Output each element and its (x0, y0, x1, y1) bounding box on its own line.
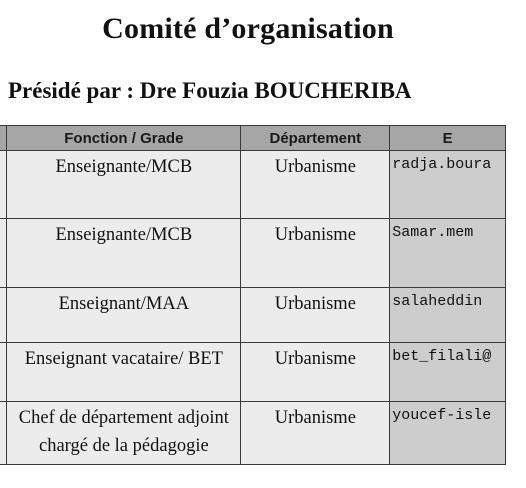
table-row (0, 151, 506, 219)
row-cell-blank (0, 343, 7, 402)
departement-cell: Urbanisme (241, 219, 390, 288)
departement-cell: Urbanisme (241, 288, 390, 343)
president-line: Présidé par : Dre Fouzia BOUCHERIBA (8, 78, 412, 103)
table-header-row (0, 126, 506, 151)
email-cell: salaheddin (390, 288, 506, 343)
fonction-cell: Enseignant/MAA (7, 288, 241, 343)
row-cell-blank (0, 288, 7, 343)
row-cell-blank (0, 151, 7, 219)
header-col-0 (0, 126, 7, 151)
departement-cell: Urbanisme (241, 402, 390, 465)
header-email: E (390, 126, 506, 151)
table-row (0, 343, 506, 402)
fonction-cell: Enseignante/MCB (7, 219, 241, 288)
fonction-cell: Chef de département adjoint chargé de la pédagogie (7, 402, 241, 465)
row-cell-blank (0, 402, 7, 465)
email-cell: Samar.mem (390, 219, 506, 288)
committee-table (0, 125, 506, 465)
departement-cell: Urbanisme (241, 151, 390, 219)
fonction-cell: Enseignant vacataire/ BET (7, 343, 241, 402)
page-title: Comité d’organisation (102, 12, 394, 45)
table-row (0, 402, 506, 465)
email-cell: bet_filali@ (390, 343, 506, 402)
table-row (0, 288, 506, 343)
header-fonction: Fonction / Grade (7, 126, 241, 151)
header-departement: Département (241, 126, 390, 151)
email-cell: radja.boura (390, 151, 506, 219)
departement-cell: Urbanisme (241, 343, 390, 402)
fonction-cell: Enseignante/MCB (7, 151, 241, 219)
row-cell-blank (0, 219, 7, 288)
email-cell: youcef-isle (390, 402, 506, 465)
table-row (0, 219, 506, 288)
